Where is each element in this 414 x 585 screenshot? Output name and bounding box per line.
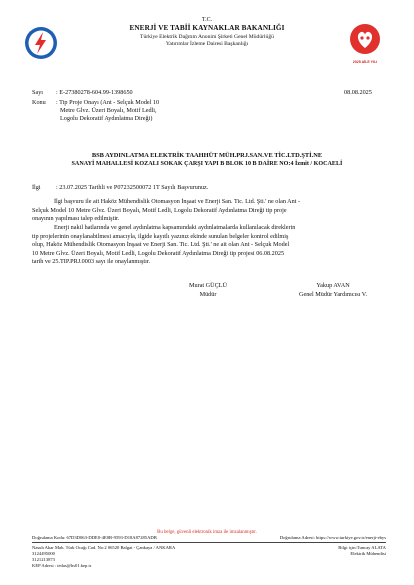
kep-address[interactable]: KEP Adresi : tedas@hs01.kep.tr (32, 563, 92, 568)
paragraph-1-line-3: onayının yapılması talep edilmiştir. (32, 215, 120, 223)
verification-code: Doğrulama Kodu: 67D3D063-DDE0-4E0B-9593-D18A87285ADB (32, 535, 157, 540)
footer-address: Nasuh Akar Mah. Türk Ocağı Cad. No:2 06520 Balgat - Çankaya / ANKARA (32, 545, 176, 550)
ilgi-label: İlgi (32, 184, 41, 191)
header-tc: T.C. (201, 17, 213, 23)
verification-address-link[interactable]: Doğrulama Adresi: https://www.turkiye.gov.tr/enerji-ebys (279, 535, 386, 540)
paragraph-1-line-1: İlgi başvuru ile ait Haköz Mühendislik Otomasyon İnşaat ve Enerji San. Tic. Ltd. Şti.' ne olan Ant - (54, 198, 301, 205)
paragraph-2-line-4: 10 Metre Glvz. Üzeri Boyalı, Motif Ledli, Logolu Dekoratif Aydınlatma Direği tip projesi 06.08.2025 (32, 249, 285, 257)
signatory-2-name: Yakup AVAN (316, 282, 350, 289)
signatory-1-name: Murat GÜÇLÜ (189, 282, 227, 289)
sayi-label: Sayı (32, 89, 44, 96)
konu-line-3: Logolu Dekoratif Aydınlatma Direği) (60, 115, 153, 122)
recipient-line-2: SANAYİ MAHALLESİ KOZALI SOKAK ÇARŞI YAPI B BLOK 10 B DAİRE NO:4 İzmit / KOCAELİ (71, 161, 343, 167)
konu-line-1: : Tip Proje Onayı (Ant - Selçuk Model 10 (56, 99, 160, 106)
signatory-2-title: Genel Müdür Yardımcısı V. (298, 291, 367, 298)
paragraph-2-line-3: olup, Haköz Mühendislik Otomasyon İnşaat ve Enerji San. Tic. Ltd. Şti.' ne ait olan Ant - Selçuk Model (32, 241, 290, 249)
paragraph-2-line-5: tarih ve 25.TIP.PRJ.0003 sayı ile onaylanmıştır. (32, 258, 151, 266)
e-signature-warning: Bu belge, güvenli elektronik imza ile imzalanmıştır. (157, 530, 257, 535)
phone-2: 3121213873 (32, 557, 55, 562)
family-year-text: 2025 AİLE YILI (352, 60, 378, 64)
signatory-1-title: Müdür (199, 291, 217, 298)
sayi-value: : E-27380278-604.99-1398650 (56, 89, 133, 96)
header-ministry: ENERJİ VE TABİİ KAYNAKLAR BAKANLIĞI (129, 24, 285, 32)
paragraph-2-line-2: tip projelerinin onaylanabilmesi amacıyla, ilgide kayıtlı yazınız ekinde sunulan belgeler kontrol edilmiş (32, 232, 289, 240)
header-department: Yatırımlar İzleme Dairesi Başkanlığı (165, 41, 249, 47)
konu-label: Konu (32, 99, 46, 106)
ilgi-value: : 23.07.2025 Tarihli ve P07232500072 1T Sayılı Başvurunuz. (56, 184, 209, 191)
phone-1: 3124495000 (32, 551, 55, 556)
paragraph-2-line-1: Enerji nakil hatlarında ve genel aydınlatma kapsamındaki aydınlatmalarda kullanılacak direklerin (54, 224, 296, 231)
header-company: Türkiye Elektrik Dağıtım Anonim Şirketi Genel Müdürlüğü (140, 34, 274, 40)
footer-divider (32, 542, 386, 543)
contact-person: Bilgi için:Tuncay ALATA (338, 545, 386, 550)
paragraph-1-line-2: Selçuk Model 10 Metre Glvz. Üzeri Boyalı, Motif Ledli, Logolu Dekoratif Aydınlatma Direği tip proje (32, 206, 287, 214)
konu-line-2: Metre Glvz. Üzeri Boyalı, Motif Ledli, (60, 107, 157, 114)
document-date: 08.08.2025 (344, 89, 372, 96)
contact-role: Elektrik Mühendisi (350, 551, 386, 556)
recipient-line-1: BSB AYDINLATMA ELEKTRİK TAAHHÜT MÜH.PRJ.SAN.VE TİC.LTD.ŞTİ.NE (91, 152, 323, 159)
